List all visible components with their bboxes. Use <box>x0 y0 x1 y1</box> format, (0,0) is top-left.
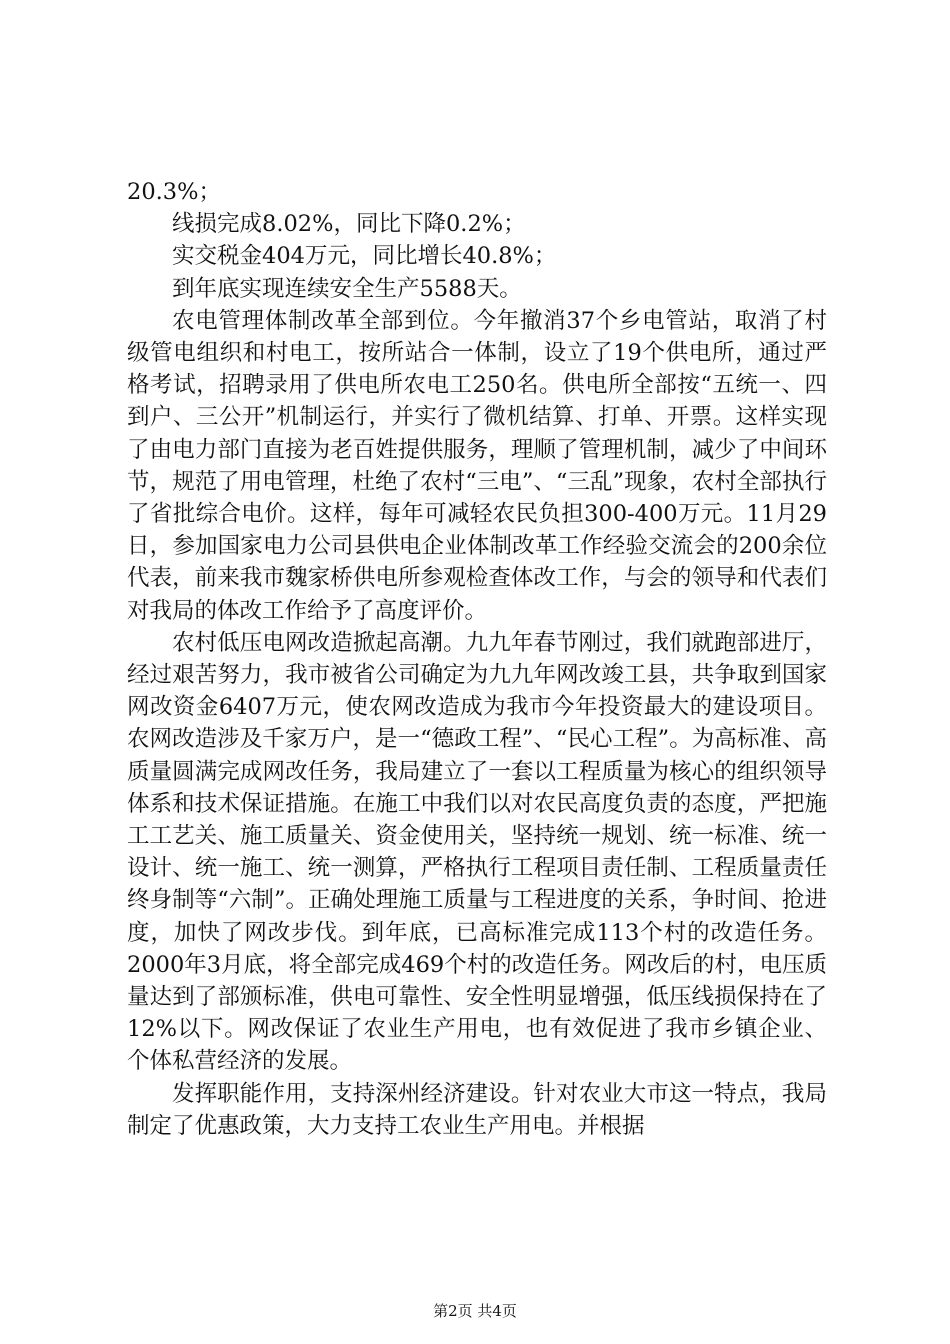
paragraph-3: 实交税金404万元，同比增长40.8%； <box>172 243 557 270</box>
page-number: 第2页 共4页 <box>433 1302 517 1320</box>
paragraph-5: 农电管理体制改革全部到位。今年撤消37个乡电管站，取消了村级管电组织和村电工，按所站合一体制，设立了19个供电所，通过严格考试，招聘录用了供电所农电工250名。供电所全部按“五统一、四到户、三公开”机制运行，并实行了微机结算、打单、开票。这样实现了由电力部门直接为老百姓提供服务，理顺了管理机制，减少了中间环节，规范了用电管理，杜绝了农村“三电”、“三乱”现象，农村全部执行了省批综合电价。这样，每年可减轻农民负担300-400万元。11月29日，参加国家电力公司县供电企业体制改革工作经验交流会的200余位代表，前来我市魏家桥供电所参观检查体改工作，与会的领导和代表们对我局的体改工作给予了高度评价。 <box>127 307 827 624</box>
page-footer <box>0 1301 950 1321</box>
paragraph-2: 线损完成8.02%，同比下降0.2%； <box>172 211 526 238</box>
paragraph-1: 20.3%； <box>127 179 221 205</box>
document-body <box>127 176 827 1142</box>
paragraph-7: 发挥职能作用，支持深州经济建设。针对农业大市这一特点，我局制定了优惠政策，大力支持工农业生产用电。并根据 <box>127 1080 827 1139</box>
paragraph-6: 农村低压电网改造掀起高潮。九九年春节刚过，我们就跑部进厅，经过艰苦努力，我市被省公司确定为九九年网改竣工县，共争取到国家网改资金6407万元，使农网改造成为我市今年投资最大的建设项目。农网改造涉及千家万户，是一“德政工程”、“民心工程”。为高标准、高质量圆满完成网改任务，我局建立了一套以工程质量为核心的组织领导体系和技术保证措施。在施工中我们以对农民高度负责的态度，严把施工工艺关、施工质量关、资金使用关，坚持统一规划、统一标准、统一设计、统一施工、统一测算，严格执行工程项目责任制、工程质量责任终身制等“六制”。正确处理施工质量与工程进度的关系，争时间、抢进度，加快了网改步伐。到年底，已高标准完成113个村的改造任务。2000年3月底，将全部完成469个村的改造任务。网改后的村，电压质量达到了部颁标准，供电可靠性、安全性明显增强，低压线损保持在了12%以下。网改保证了农业生产用电，也有效促进了我市乡镇企业、个体私营经济的发展。 <box>127 629 827 1075</box>
paragraph-4: 到年底实现连续安全生产5588天。 <box>172 275 522 302</box>
